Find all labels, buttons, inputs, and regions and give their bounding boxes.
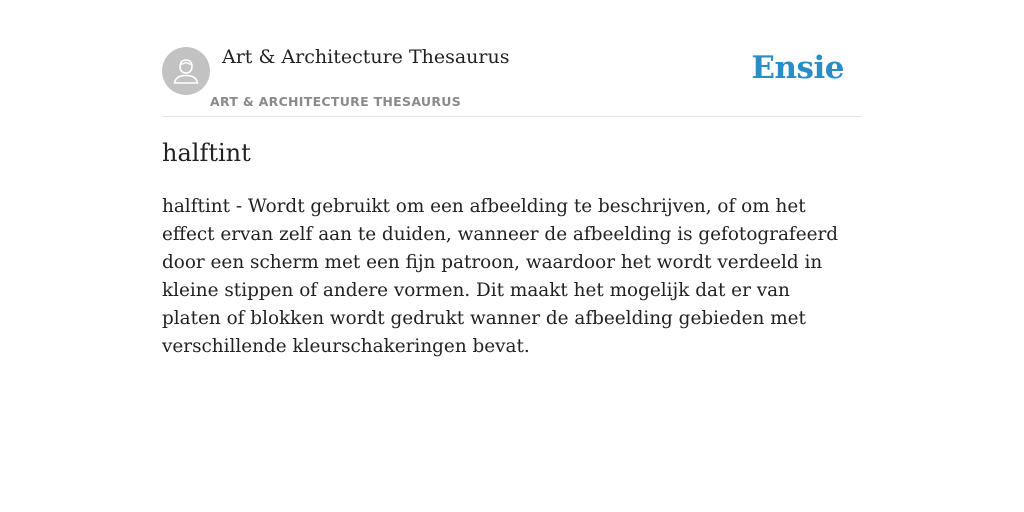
source-avatar[interactable] — [162, 47, 210, 95]
entry-term: halftint — [162, 139, 251, 167]
source-subtitle[interactable]: ART & ARCHITECTURE THESAURUS — [210, 94, 462, 109]
page-container — [162, 0, 862, 357]
entry-definition: halftint - Wordt gebruikt om een afbeelding te beschrijven, of om het effect ervan zelf aan te duiden, wanneer de afbeelding is gefotografeerd door een scherm met een fijn patroon, waardoor het wordt verdeeld in kleine stippen of andere vormen. Dit maakt het mogelijk dat er van platen of blokken wordt gedrukt wanner de afbeelding gebieden met verschillende kleurschakeringen bevat. — [162, 196, 839, 357]
source-title[interactable]: Art & Architecture Thesaurus — [222, 46, 510, 68]
source-header — [162, 0, 862, 117]
user-icon — [171, 56, 201, 86]
ensie-logo[interactable]: Ensie — [751, 50, 844, 86]
